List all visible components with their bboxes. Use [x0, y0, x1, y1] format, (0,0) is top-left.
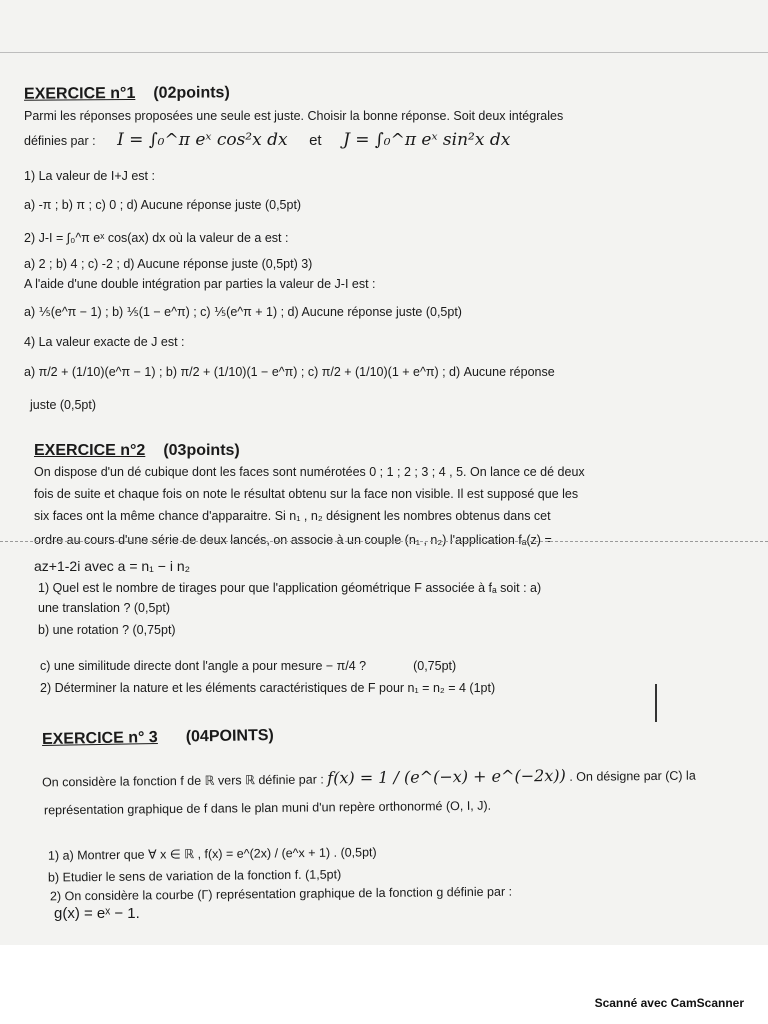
exercise-1-question-2: 2) J-I = ∫₀^π eˣ cos(ax) dx où la valeur de a est :	[24, 231, 289, 245]
exercise-2-question-1: 1) Quel est le nombre de tirages pour que l'application géométrique F associée à fₐ soit : a)	[38, 581, 542, 595]
exercise-3-line-2: représentation graphique de f dans le plan muni d'un repère orthonormé (O, I, J).	[43, 798, 492, 818]
exercise-1-question-4: 4) La valeur exacte de J est :	[24, 335, 185, 349]
exercise-2-heading	[34, 441, 240, 461]
exercise-1-answers-2: a) 2 ; b) 4 ; c) -2 ; d) Aucune réponse juste (0,5pt) 3)	[24, 257, 313, 271]
exercise-1-definitions	[24, 132, 510, 149]
and-word: et	[309, 132, 322, 149]
exercise-1-title: EXERCICE n°1	[23, 84, 136, 103]
scanner-watermark: Scanné avec CamScanner	[594, 996, 744, 1010]
exercise-2-line-5: az+1-2i avec a = n₁ − i n₂	[34, 558, 191, 574]
function-g-formula: g(x) = eˣ − 1.	[54, 905, 140, 922]
exercise-1-question-3: A l'aide d'une double intégration par parties la valeur de J-I est :	[24, 277, 376, 291]
fold-line	[0, 541, 768, 542]
exercise-1-answers-4: a) π/2 + (1/10)(e^π − 1) ; b) π/2 + (1/10)(1 − e^π) ; c) π/2 + (1/10)(1 + e^π) ; d) Aucune réponse	[24, 365, 555, 379]
question-1c-points: (0,75pt)	[413, 659, 457, 673]
pen-mark	[655, 684, 657, 722]
exercise-1-answers-3: a) ⅕(e^π − 1) ; b) ⅕(1 − e^π) ; c) ⅕(e^π + 1) ; d) Aucune réponse juste (0,5pt)	[24, 305, 462, 319]
exercise-3-heading	[42, 726, 274, 750]
exercise-3-question-1a: 1) a) Montrer que ∀ x ∈ ℝ , f(x) = e^(2x) / (e^x + 1) . (0,5pt)	[47, 845, 377, 863]
exercise-1-heading	[24, 83, 230, 104]
exercise-1-question-1: 1) La valeur de I+J est :	[24, 169, 155, 183]
exercise-2-line-2: fois de suite et chaque fois on note le résultat obtenu sur la face non visible. Il est supposé que les	[34, 487, 579, 501]
exercise-1-intro: Parmi les réponses proposées une seule est juste. Choisir la bonne réponse. Soit deux intégrales	[24, 109, 564, 123]
exercise-2-question-2: 2) Déterminer la nature et les éléments caractéristiques de F pour n₁ = n₂ = 4 (1pt)	[40, 681, 496, 695]
exercise-1-answers-4-end: juste (0,5pt)	[30, 398, 97, 412]
curve-c-intro: . On désigne par (C) la	[569, 768, 696, 784]
exercise-1-points: (02points)	[153, 84, 230, 102]
exercise-3-question-1b: b) Etudier le sens de variation de la fonction f. (1,5pt)	[47, 867, 342, 885]
exercise-2-question-1a: une translation ? (0,5pt)	[38, 601, 171, 615]
exercise-3-points: (04POINTS)	[185, 726, 274, 746]
question-1c-text: c) une similitude directe dont l'angle a pour mesure − π/4 ?	[40, 659, 367, 673]
exercise-2-line-4: ordre au cours d'une série de deux lancés, on associe à un couple (n₁ , n₂) l'application fₐ(z) =	[34, 533, 552, 547]
integral-i: I = ∫₀^π eˣ cos²x dx	[117, 130, 288, 150]
definitions-label: définies par :	[24, 134, 96, 148]
exercise-3-line-1	[42, 767, 696, 791]
exercise-3-question-2: 2) On considère la courbe (Γ) représentation graphique de la fonction g définie par :	[49, 884, 513, 904]
function-intro: On considère la fonction f de ℝ vers ℝ définie par :	[41, 772, 324, 790]
exercise-2-title: EXERCICE n°2	[34, 442, 146, 459]
exercise-2-line-1: On dispose d'un dé cubique dont les faces sont numérotées 0 ; 1 ; 2 ; 3 ; 4 , 5. On lance ce dé deux	[34, 465, 585, 479]
integral-j: J = ∫₀^π eˣ sin²x dx	[343, 130, 511, 150]
exercise-2-points: (03points)	[163, 442, 240, 459]
exercise-2-line-3: six faces ont la même chance d'apparaitre. Si n₁ , n₂ désignent les nombres obtenus dans cet	[34, 509, 551, 523]
exercise-1-answers-1: a) -π ; b) π ; c) 0 ; d) Aucune réponse juste (0,5pt)	[24, 198, 302, 212]
exercise-2-question-1c	[40, 658, 456, 674]
function-f-formula: f(x) = 1 / (e^(−x) + e^(−2x))	[327, 765, 566, 788]
exercise-2-question-1b: b) une rotation ? (0,75pt)	[38, 623, 176, 637]
exercise-3-title: EXERCICE n° 3	[41, 729, 158, 749]
